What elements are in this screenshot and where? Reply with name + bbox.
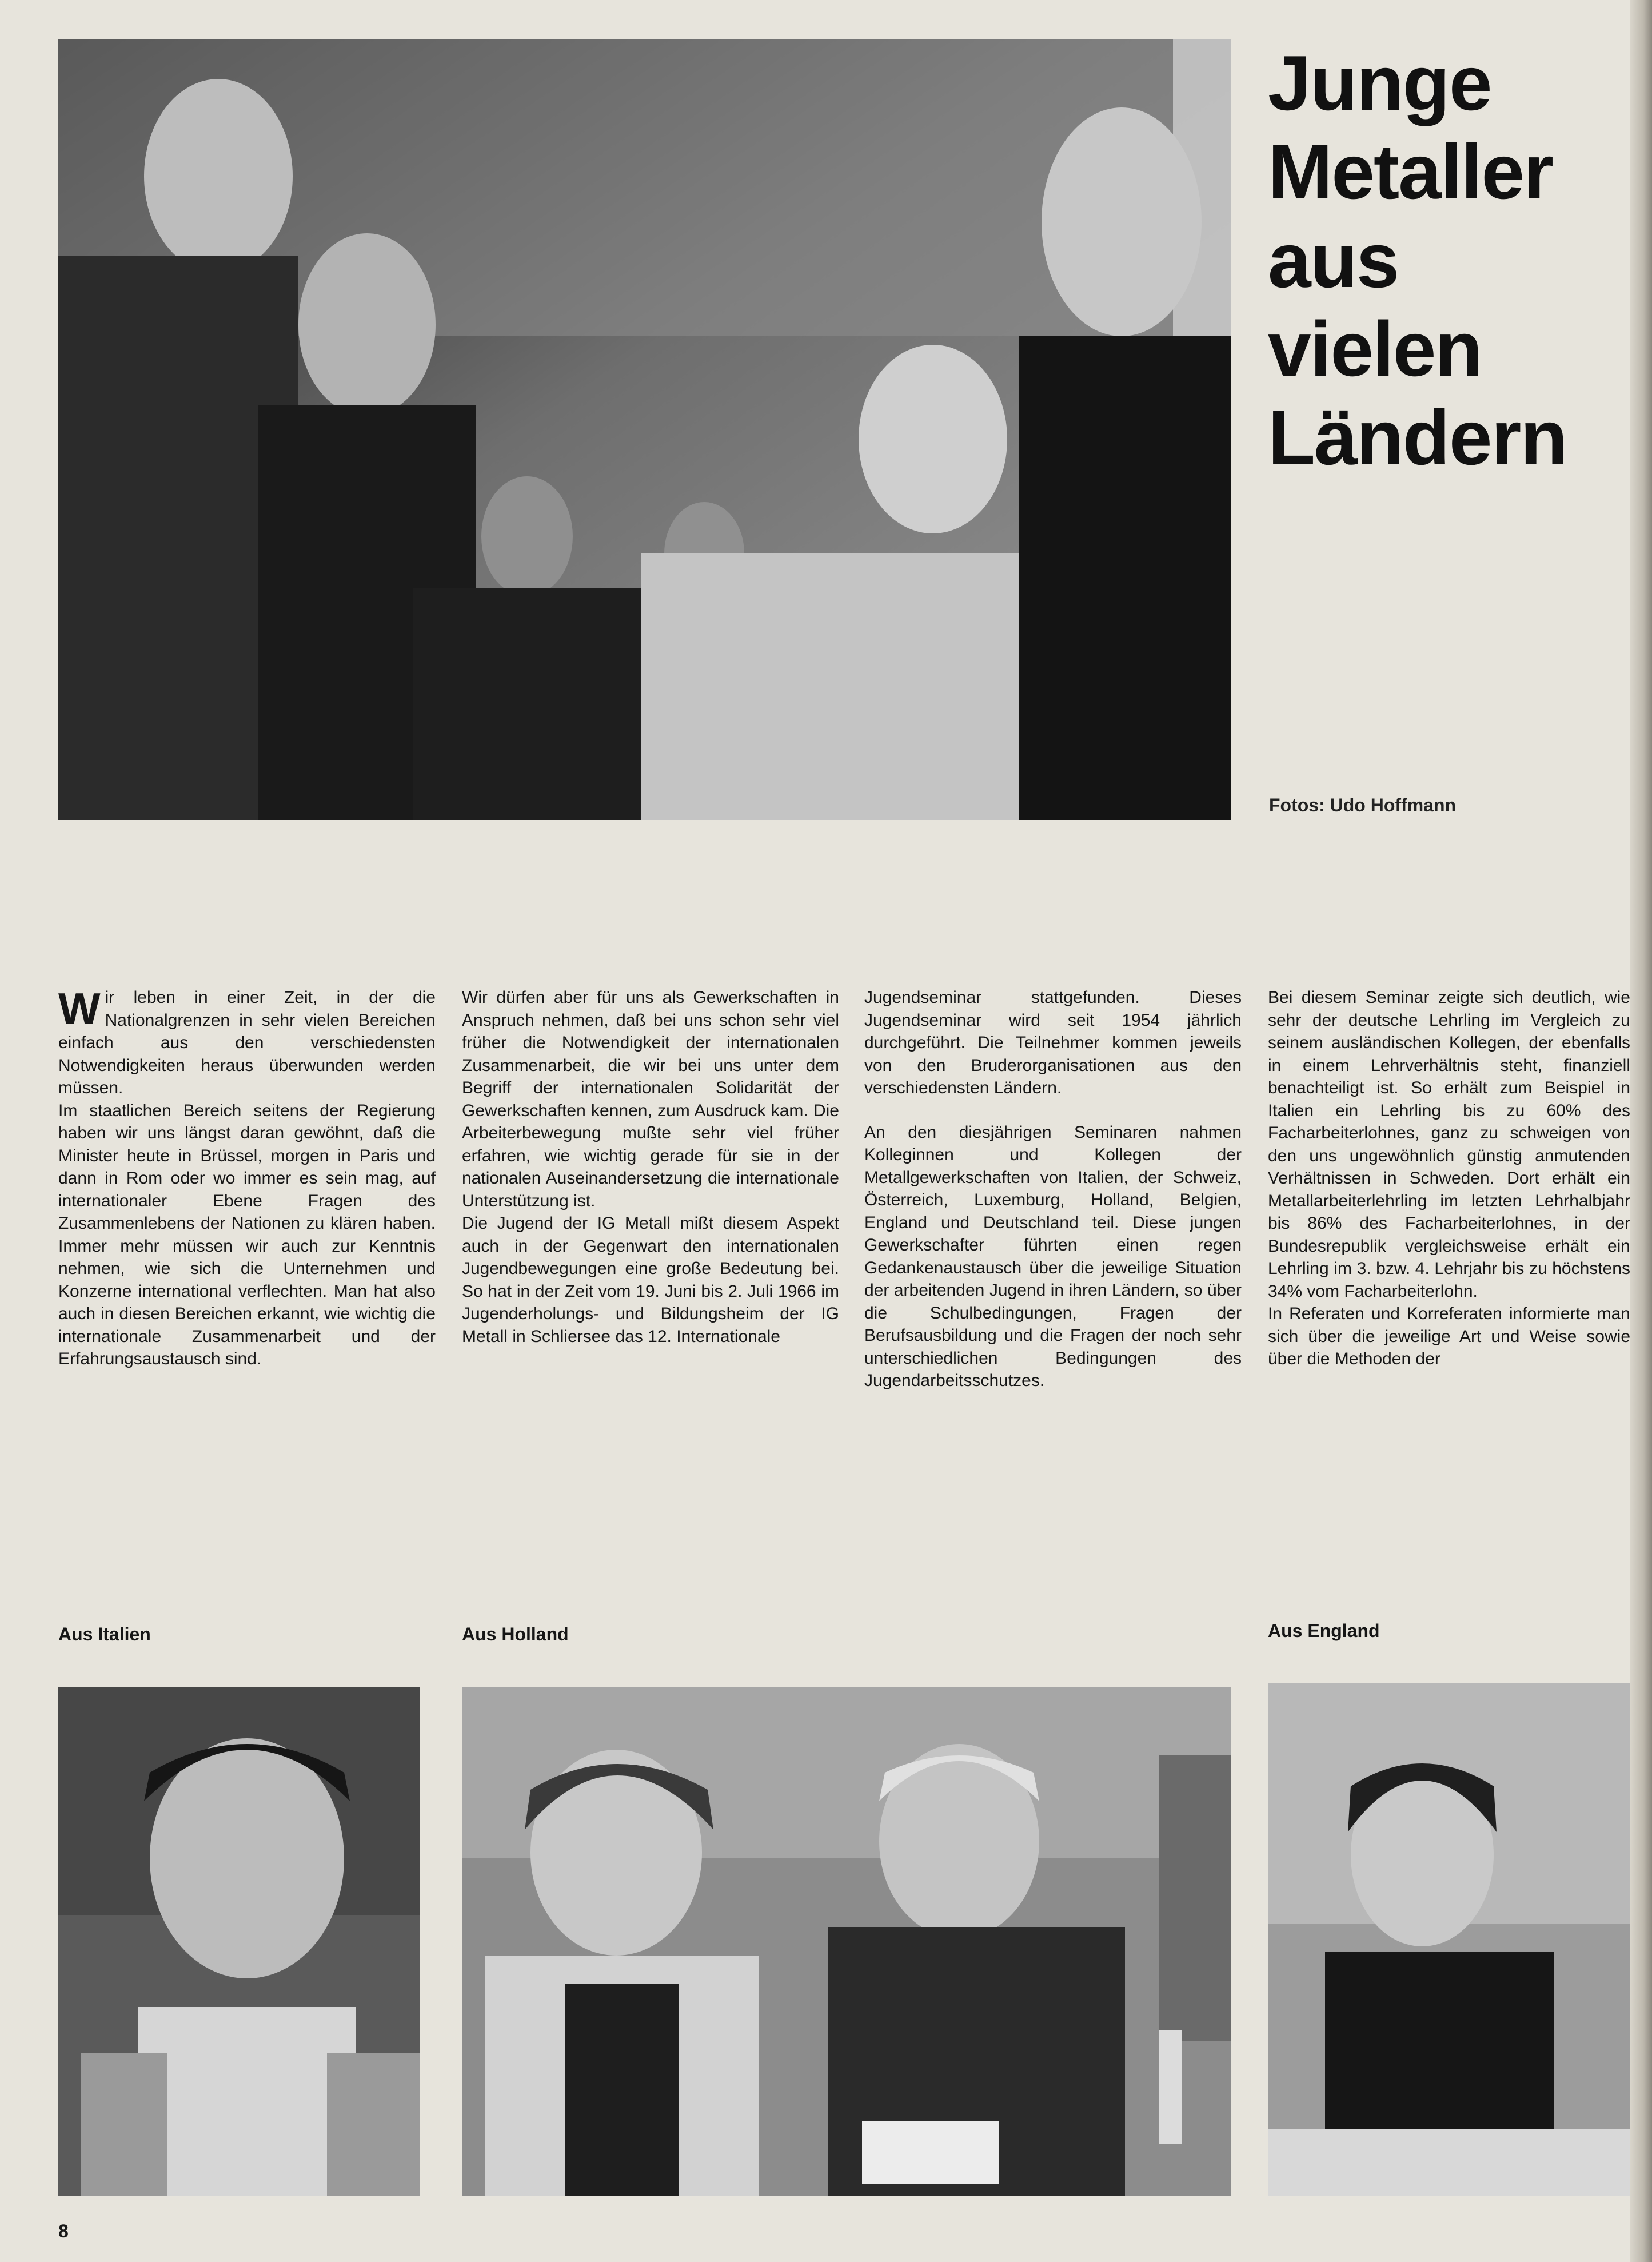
headline-line: Metaller	[1268, 128, 1553, 215]
article-column-3	[864, 986, 1242, 1392]
caption-italy: Aus Italien	[58, 1624, 151, 1644]
main-group-photo	[58, 39, 1231, 820]
article-column-2	[462, 986, 839, 1348]
england-portrait-image	[1268, 1683, 1630, 2196]
dropcap: W	[58, 983, 101, 1034]
photo-holland	[462, 1687, 1231, 2196]
italy-portrait-image	[58, 1687, 420, 2196]
page-number: 8	[58, 2221, 69, 2241]
photo-england	[1268, 1683, 1630, 2196]
paragraph: Bei diesem Seminar zeigte sich deutlich, wie sehr der deutsche Lehrling im Vergleich zu seinem ausländischen Kollegen, der ebenfalls in einem Lehrverhältnis steht, finanziell benachteiligt ist. So erhält zum Beispiel in Italien ein Lehrling bis zu 60% des Facharbeiterlohnes, ganz zu schweigen von den uns ungewöhnlich günstig anmutenden Verhältnissen in Schweden. Dort erhält ein Metallarbeiterlehrling im letzten Lehrhalbjahr bis 86% des Facharbeiterlohnes, in der Bundesrepublik vergleichsweise erhält ein Lehrling im 3. bzw. 4. Lehrjahr bis zu höchstens 34% vom Facharbeiterlohn.	[1268, 988, 1630, 1301]
headline-line: aus	[1268, 217, 1399, 304]
paragraph	[58, 983, 436, 1100]
paragraph-text: ir leben in einer Zeit, in der die Nationalgrenzen in sehr vielen Bereichen einfach aus den verschiedensten Notwendigkeiten heraus überwunden werden müssen.	[58, 988, 436, 1097]
holland-portrait-image	[462, 1687, 1231, 2196]
paragraph: Im staatlichen Bereich seitens der Regierung haben wir uns längst daran gewöhnt, daß die Minister heute in Brüssel, morgen in Paris und dann in Rom oder wo immer es sein mag, auf internationaler Ebene Fragen des Zusammenlebens der Nationen zu klären haben. Immer mehr müssen wir auch zur Kenntnis nehmen, wie sich die Unternehmen und Konzerne international verflechten. Man hat also auch in diesen Bereichen erkannt, wie wichtig die internationale Zusammenarbeit und der Erfahrungsaustausch sind.	[58, 1101, 436, 1368]
paragraph: An den diesjährigen Seminaren nahmen Kolleginnen und Kollegen der Metallgewerkschaften von Italien, der Schweiz, Österreich, Luxemburg, Holland, Belgien, England und Deutschland teil. Diese jungen Gewerkschafter führten einen regen Gedankenaustausch über die jeweilige Situation der arbeitenden Jugend in ihren Ländern, so über die Schulbedingungen, Fragen der Berufsausbildung und die Fragen der noch sehr unterschiedlichen Bedingungen des Jugendarbeitsschutzes.	[864, 1122, 1242, 1390]
paragraph: Wir dürfen aber für uns als Gewerkschaften in Anspruch nehmen, daß bei uns schon sehr viel früher die Notwendigkeit der internationalen Zusammenarbeit, die wir bei uns unter dem Begriff der internationalen Solidarität der Gewerkschaften kennen, zum Ausdruck kam. Die Arbeiterbewegung mußte sehr viel früher erfahren, wie wichtig gerade für sie in der nationalen Auseinandersetzung die internationale Unterstützung ist.	[462, 988, 839, 1210]
paragraph: In Referaten und Korreferaten informierte man sich über die jeweilige Art und Weise sowie über die Methoden der	[1268, 1304, 1630, 1368]
group-photo-image	[58, 39, 1231, 820]
photo-italy	[58, 1687, 420, 2196]
paragraph: Jugendseminar stattgefunden. Dieses Jugendseminar wird seit 1954 jährlich durchgeführt. Die Teilnehmer kommen jeweils von den Bruderorganisationen aus den verschiedensten Ländern.	[864, 988, 1242, 1097]
headline	[1268, 39, 1622, 482]
page-edge	[1630, 0, 1652, 2262]
headline-line: Junge	[1268, 39, 1491, 126]
headline-line: vielen	[1268, 305, 1482, 392]
headline-line: Ländern	[1268, 394, 1567, 481]
caption-england: Aus England	[1268, 1620, 1380, 1641]
photo-credit: Fotos: Udo Hoffmann	[1269, 795, 1457, 815]
caption-holland: Aus Holland	[462, 1624, 569, 1644]
paragraph: Die Jugend der IG Metall mißt diesem Aspekt auch in der Gegenwart den internationalen Jugendbewegungen eine große Bedeutung bei. So hat in der Zeit vom 19. Juni bis 2. Juli 1966 im Jugenderholungs- und Bildungsheim der IG Metall in Schliersee das 12. Internationale	[462, 1214, 839, 1346]
article-column-1	[58, 983, 436, 1371]
article-column-4	[1268, 986, 1630, 1371]
